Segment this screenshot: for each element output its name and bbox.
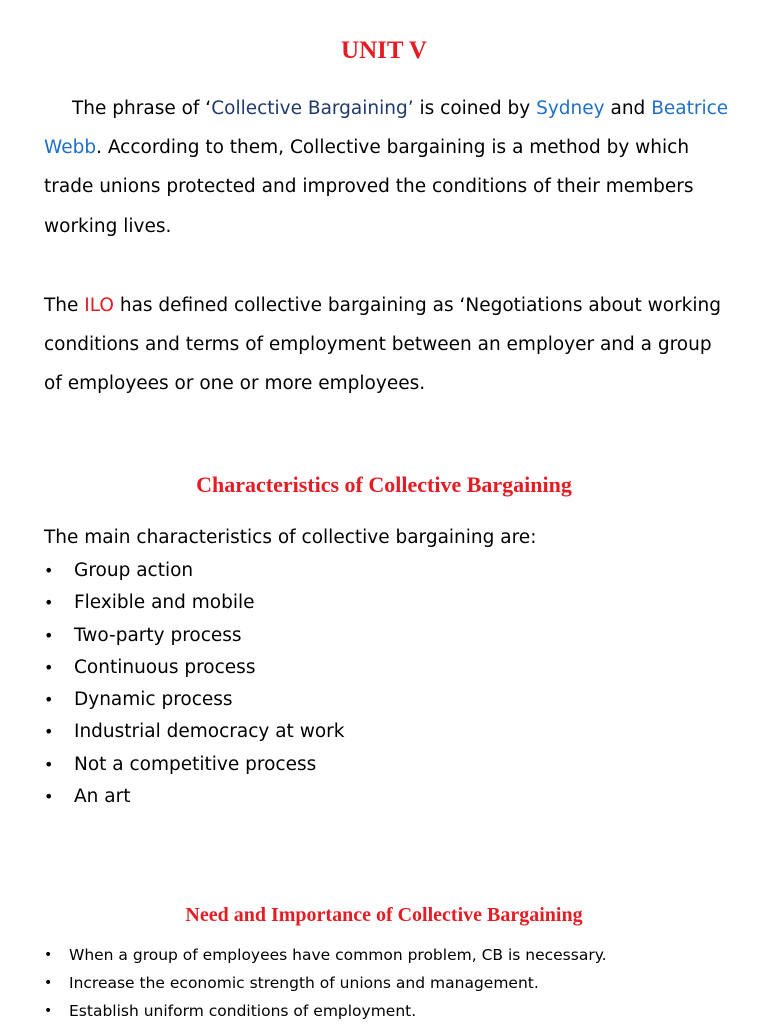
list-item xyxy=(44,750,344,782)
list-item xyxy=(44,685,344,717)
list-item-text: Industrial democracy at work xyxy=(74,721,345,743)
paragraph-definition-ilo xyxy=(44,286,734,404)
bullet-icon: • xyxy=(44,787,54,807)
list-item-text: When a group of employees have common problem, CB is necessary. xyxy=(69,946,607,964)
list-item-text: Establish uniform conditions of employment. xyxy=(69,1002,417,1020)
bullet-icon: • xyxy=(44,754,54,774)
list-item-text: Not a competitive process xyxy=(74,753,317,775)
list-item xyxy=(44,556,344,588)
para1-text-3: and xyxy=(604,98,652,119)
list-item xyxy=(44,998,607,1026)
section1-intro: The main characteristics of collective bargaining are: xyxy=(44,527,537,548)
bullet-icon: • xyxy=(44,561,54,580)
bullet-icon: • xyxy=(44,657,54,677)
section-title-characteristics xyxy=(0,470,768,500)
bullet-icon: • xyxy=(44,947,53,963)
list-item xyxy=(44,942,607,970)
bullet-icon: • xyxy=(44,975,53,991)
list-item-text: Increase the economic strength of unions and management. xyxy=(69,974,539,992)
list-item xyxy=(44,782,344,814)
list-item-text: An art xyxy=(74,786,131,808)
list-item-text: Two-party process xyxy=(74,624,242,646)
bullet-icon: • xyxy=(44,722,54,742)
list-item xyxy=(44,717,344,749)
need-importance-list xyxy=(44,942,607,1026)
bullet-icon: • xyxy=(44,1003,53,1019)
para1-highlight-sydney: Sydney xyxy=(536,98,605,119)
unit-title-text: UNIT V xyxy=(341,37,427,64)
characteristics-list xyxy=(44,556,344,814)
list-item xyxy=(44,621,344,653)
list-item-text: Dynamic process xyxy=(74,689,233,711)
list-item xyxy=(44,588,344,620)
para1-text-2: is coined by xyxy=(413,98,537,119)
list-item-text: Group action xyxy=(74,560,194,581)
list-item xyxy=(44,970,607,998)
list-item xyxy=(44,653,344,685)
para2-text-1: The xyxy=(44,295,85,316)
section-title-need-importance xyxy=(0,900,768,930)
list-item-text: Continuous process xyxy=(74,656,256,678)
bullet-icon: • xyxy=(44,625,54,645)
para1-highlight-collective-bargaining: Collective Bargaining’ xyxy=(211,98,414,119)
list-item-text: Flexible and mobile xyxy=(74,592,255,614)
para1-text-1: The phrase of ‘ xyxy=(72,98,212,119)
para1-highlight-beatrice-webb: Beatrice Webb xyxy=(44,98,729,159)
para2-highlight-ilo: ILO xyxy=(84,295,114,316)
para1-text-4: . According to them, Collective bargaining is a method by which trade unions protected and improved the conditions of their members working lives. xyxy=(44,137,694,237)
section1-title-text: Characteristics of Collective Bargaining xyxy=(196,472,572,497)
bullet-icon: • xyxy=(44,593,54,613)
bullet-icon: • xyxy=(44,690,54,710)
para2-text-2: has defined collective bargaining as ‘Negotiations about working conditions and terms of employment between an employer and a group of employees or one or more employees. xyxy=(44,295,721,395)
unit-title xyxy=(0,34,768,68)
section2-title-text: Need and Importance of Collective Bargaining xyxy=(185,904,583,926)
paragraph-definition-webb xyxy=(44,89,734,246)
